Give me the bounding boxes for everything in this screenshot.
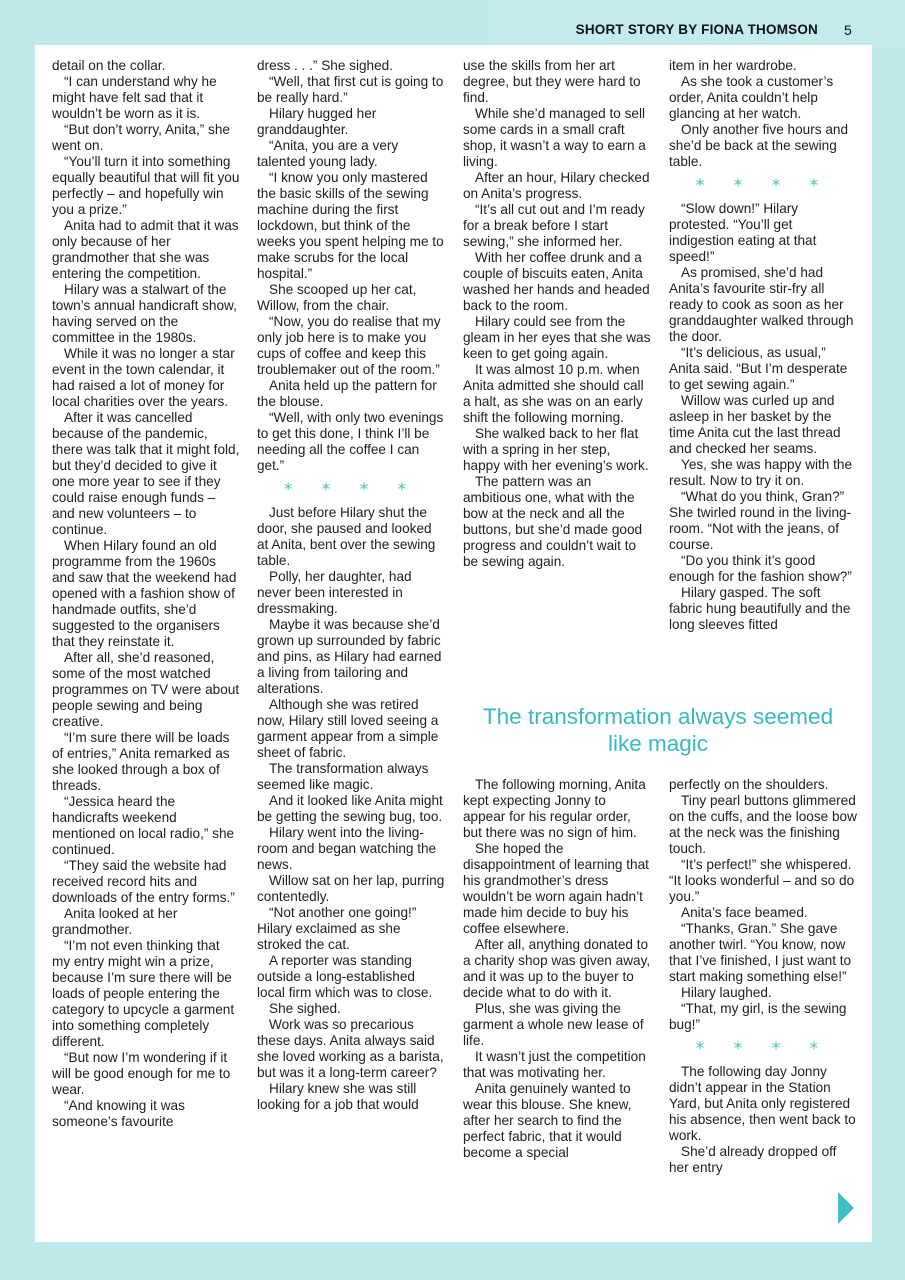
pull-quote: The transformation always seemed like magic [482,704,834,756]
paragraph: Hilary went into the living-room and began watching the news. [257,825,437,872]
paragraph: Tiny pearl buttons glimmered on the cuffs, and the loose bow at the neck was the finishing touch. [669,793,857,856]
paragraph: “Well, with only two evenings to get this done, I think I’ll be needing all the coffee I can get.” [257,410,444,473]
paragraph: Although she was retired now, Hilary still loved seeing a garment appear from a simple sheet of fabric. [257,697,439,760]
paragraph: dress . . .” She sighed. [257,58,394,73]
column-2 [257,58,445,1113]
paragraph: As she took a customer’s order, Anita couldn’t help glancing at her watch. [669,74,834,121]
paragraph: A reporter was standing outside a long-established local firm which was to close. [257,953,433,1000]
paragraph: Maybe it was because she’d grown up surrounded by fabric and pins, as Hilary had earned a living from tailoring and alterations. [257,617,442,696]
paragraph: “It’s delicious, as usual,” Anita said. “But I’m desperate to get sewing again.” [669,345,848,392]
paragraph: “And knowing it was someone’s favourite [52,1098,185,1129]
paragraph: While it was no longer a star event in the town calendar, it had raised a lot of money for local charities over the years. [52,346,235,409]
paragraph: While she’d managed to sell some cards in a small craft shop, it wasn’t a way to earn a living. [463,106,646,169]
section-break-stars: * * * * [283,480,419,500]
running-head: SHORT STORY BY FIONA THOMSON [575,22,818,37]
column-4-bottom [669,777,857,1176]
paragraph: She sighed. [269,1001,341,1016]
page-frame-left [0,0,35,1280]
paragraph: The transformation always seemed like magic. [257,761,429,792]
paragraph: Anita held up the pattern for the blouse. [257,378,437,409]
column-4-top [669,58,857,633]
paragraph: “Do you think it’s good enough for the fashion show?” [669,553,852,584]
column-3-top [463,58,651,570]
paragraph: Yes, she was happy with the result. Now to try it on. [669,457,853,488]
paragraph: When Hilary found an old programme from the 1960s and saw that the weekend had opened with a fashion show of handmade outfits, she’d suggested to the organisers that they reinstate it. [52,538,237,649]
paragraph: “That, my girl, is the sewing bug!” [669,1001,847,1032]
paragraph: “Anita, you are a very talented young lady. [257,138,399,169]
section-break-stars: * * * * [695,1039,831,1059]
paragraph: The following morning, Anita kept expecting Jonny to appear for his regular order, but there was no sign of him. [463,777,646,840]
paragraph: Hilary knew she was still looking for a job that would [257,1081,419,1112]
paragraph: Willow sat on her lap, purring contentedly. [257,873,445,904]
paragraph: Willow was curled up and asleep in her basket by the time Anita cut the last thread and checked her seams. [669,393,841,456]
paragraph: The pattern was an ambitious one, what with the bow at the neck and all the buttons, but she’d made good progress and couldn’t wait to be sewing again. [463,474,643,569]
paragraph: item in her wardrobe. [669,58,797,73]
paragraph: “Thanks, Gran.” She gave another twirl. “You know, now that I’ve finished, I just want to start making something else!” [669,921,852,984]
paragraph: detail on the collar. [52,58,166,73]
paragraph: “But now I’m wondering if it will be good enough for me to wear. [52,1050,231,1097]
paragraph: Anita’s face beamed. [681,905,808,920]
column-1 [52,58,240,1130]
paragraph: use the skills from her art degree, but they were hard to find. [463,58,641,105]
paragraph: Hilary laughed. [681,985,772,1000]
paragraph: She hoped the disappointment of learning that his grandmother’s dress wouldn’t be worn again hadn’t made him decide to buy his coffee elsewhere. [463,841,649,936]
paragraph: After all, she’d reasoned, some of the most watched programmes on TV were about people sewing and being creative. [52,650,240,729]
paragraph: perfectly on the shoulders. [669,777,829,792]
paragraph: Polly, her daughter, had never been interested in dressmaking. [257,569,412,616]
paragraph: “I can understand why he might have felt sad that it wouldn’t be worn as it is. [52,74,217,121]
paragraph: She scooped up her cat, Willow, from the chair. [257,282,417,313]
paragraph: “I’m not even thinking that my entry might win a prize, because I’m sure there will be loads of people entering the category to upcycle a garment into something completely different. [52,938,235,1049]
paragraph: “You’ll turn it into something equally beautiful that will fit you perfectly – and hopefully win you a prize.” [52,154,240,217]
paragraph: “It’s perfect!” she whispered. “It looks wonderful – and so do you.” [669,857,855,904]
paragraph: After an hour, Hilary checked on Anita’s progress. [463,170,650,201]
paragraph: “I’m sure there will be loads of entries,” Anita remarked as she looked through a box of threads. [52,730,230,793]
paragraph: It was almost 10 p.m. when Anita admitted she should call a halt, as she was on an early shift the following morning. [463,362,644,425]
paragraph: Only another five hours and she’d be back at the sewing table. [669,122,849,169]
section-break-stars: * * * * [695,176,831,196]
paragraph: “Not another one going!” Hilary exclaimed as she stroked the cat. [257,905,417,952]
paragraph: After it was cancelled because of the pandemic, there was talk that it might fold, but they’d decided to give it one more year to see if they could raise enough funds – and new volunteers – to continue. [52,410,240,537]
column-3-bottom [463,777,651,1161]
paragraph: Anita genuinely wanted to wear this blouse. She knew, after her search to find the perfect fabric, that it would become a special [463,1081,632,1160]
paragraph: “Slow down!” Hilary protested. “You’ll get indigestion eating at that speed!” [669,201,817,264]
paragraph: “Jessica heard the handicrafts weekend mentioned on local radio,” she continued. [52,794,235,857]
paragraph: Hilary gasped. The soft fabric hung beautifully and the long sleeves fitted [669,585,851,632]
paragraph: Anita looked at her grandmother. [52,906,178,937]
paragraph: “Well, that first cut is going to be really hard.” [257,74,444,105]
paragraph: The following day Jonny didn’t appear in the Station Yard, but Anita only registered his absence, then went back to work. [669,1064,856,1143]
paragraph: Hilary was a stalwart of the town’s annual handicraft show, having served on the committee in the 1980s. [52,282,237,345]
paragraph: Plus, she was giving the garment a whole new lease of life. [463,1001,644,1048]
paragraph: Just before Hilary shut the door, she paused and looked at Anita, bent over the sewing table. [257,505,436,568]
page-number: 5 [844,22,852,38]
paragraph: Anita had to admit that it was only because of her grandmother that she was entering the competition. [52,218,239,281]
paragraph: Hilary could see from the gleam in her eyes that she was keen to get going again. [463,314,651,361]
paragraph: “Now, you do realise that my only job here is to make you cups of coffee and keep this troublemaker out of the room.” [257,314,441,377]
paragraph: She’d already dropped off her entry [669,1144,837,1175]
page-frame-bottom [0,1242,905,1280]
paragraph: “But don’t worry, Anita,” she went on. [52,122,230,153]
paragraph: With her coffee drunk and a couple of biscuits eaten, Anita washed her hands and headed back to the room. [463,250,650,313]
paragraph: It wasn’t just the competition that was motivating her. [463,1049,646,1080]
paragraph: She walked back to her flat with a spring in her step, happy with her evening’s work. [463,426,649,473]
paragraph: “It’s all cut out and I’m ready for a break before I start sewing,” she informed her. [463,202,645,249]
paragraph: As promised, she’d had Anita’s favourite stir-fry all ready to cook as soon as her granddaughter walked through the door. [669,265,854,344]
continue-arrow-icon [838,1192,854,1224]
paragraph: “I know you only mastered the basic skills of the sewing machine during the first lockdown, but think of the weeks you spent helping me to make scrubs for the local hospital.” [257,170,444,281]
paragraph: After all, anything donated to a charity shop was given away, and it was up to the buyer to decide what to do with it. [463,937,651,1000]
paragraph: Work was so precarious these days. Anita always said she loved working as a barista, but was it a long-term career? [257,1017,444,1080]
paragraph: Hilary hugged her granddaughter. [257,106,377,137]
paragraph: “They said the website had received record hits and downloads of the entry forms.” [52,858,235,905]
page-frame-right [872,0,905,1280]
paragraph: “What do you think, Gran?” She twirled round in the living-room. “Not with the jeans, of course. [669,489,852,552]
paragraph: And it looked like Anita might be getting the sewing bug, too. [257,793,443,824]
